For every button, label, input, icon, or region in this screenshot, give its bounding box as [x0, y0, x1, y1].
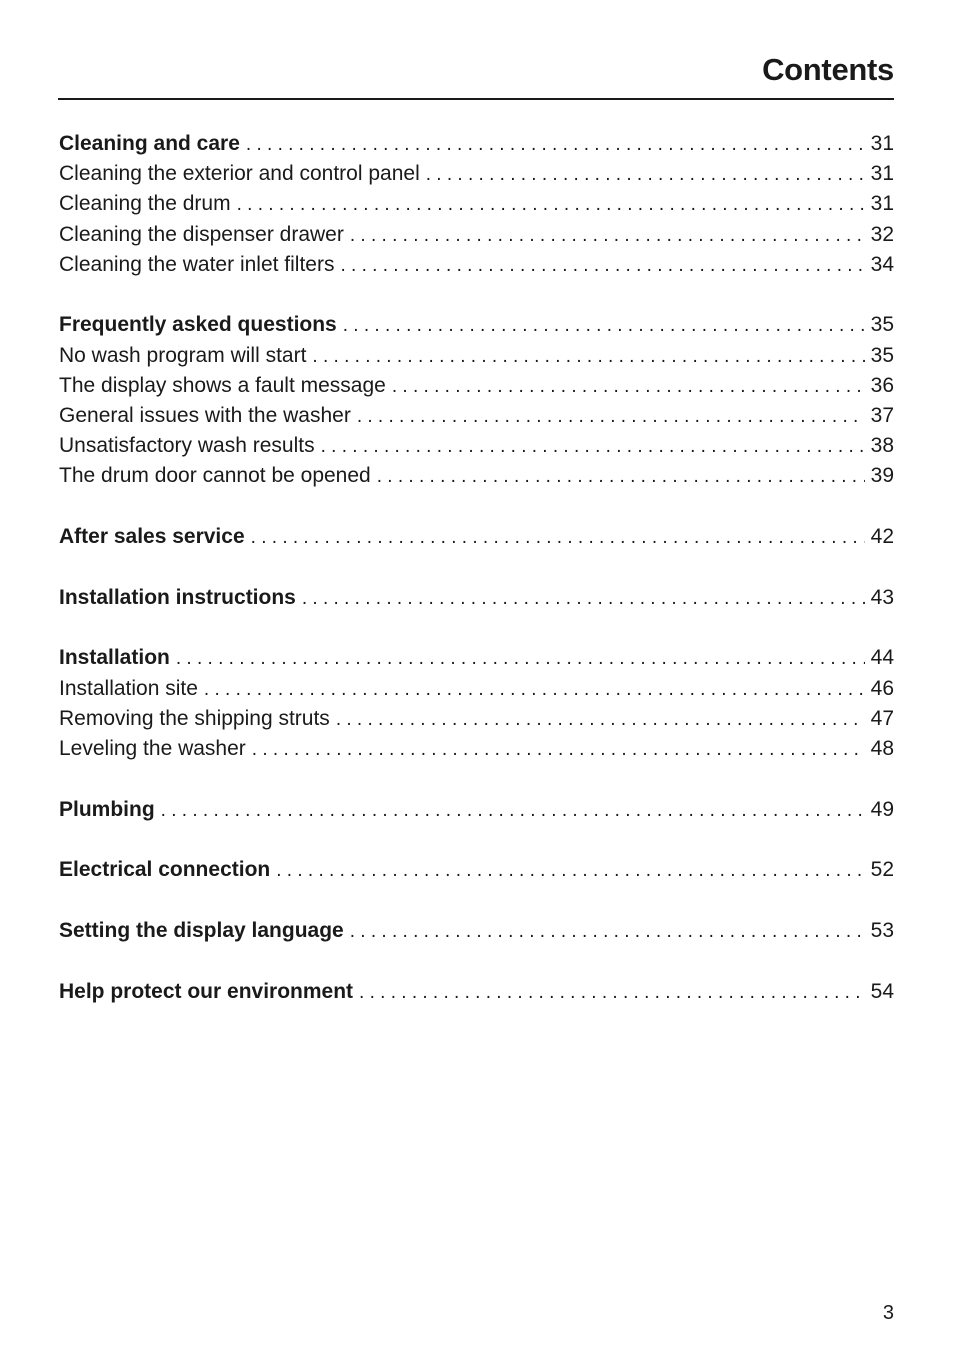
toc-section [59, 795, 894, 825]
toc-entry-title: Installation site [59, 676, 198, 700]
toc-subentry[interactable] [59, 220, 894, 250]
toc-subentry[interactable] [59, 704, 894, 734]
toc-heading-title: Cleaning and care [59, 132, 240, 155]
toc-page-number: 48 [870, 737, 894, 760]
table-of-contents [59, 129, 894, 1037]
page-title: Contents [762, 52, 894, 87]
toc-entry-title: Cleaning the water inlet filters [59, 252, 335, 276]
toc-entry-title: No wash program will start [59, 343, 307, 367]
toc-subentry[interactable] [59, 371, 894, 401]
toc-section [59, 977, 894, 1007]
toc-heading-entry[interactable] [59, 977, 894, 1007]
toc-heading-title: Help protect our environment [59, 979, 354, 1003]
toc-page-number: 38 [870, 434, 894, 458]
toc-heading-title: Installation instructions [59, 585, 296, 609]
toc-page-number: 36 [870, 373, 894, 397]
dot-leader [246, 130, 865, 159]
dot-leader [350, 221, 865, 250]
toc-page-number: 35 [870, 313, 894, 337]
toc-heading-entry[interactable] [59, 855, 894, 885]
toc-page-number: 52 [870, 858, 894, 882]
toc-page-number: 31 [870, 132, 894, 155]
toc-heading-title: Frequently asked questions [59, 313, 337, 337]
toc-subentry[interactable] [59, 401, 894, 431]
dot-leader [312, 342, 864, 371]
toc-subentry[interactable] [59, 461, 894, 491]
dot-leader [343, 311, 865, 340]
dot-leader [204, 675, 865, 704]
toc-entry-title: Unsatisfactory wash results [59, 434, 315, 458]
toc-page-number: 34 [870, 252, 894, 276]
toc-page-number: 31 [870, 192, 894, 216]
toc-page-number: 31 [870, 162, 894, 186]
toc-subentry[interactable] [59, 189, 894, 219]
dot-leader [336, 705, 865, 734]
toc-subentry[interactable] [59, 734, 894, 764]
toc-section [59, 129, 894, 280]
toc-heading-entry[interactable] [59, 916, 894, 946]
dot-leader [357, 402, 865, 431]
toc-heading-entry[interactable] [59, 795, 894, 825]
dot-leader [237, 190, 865, 219]
dot-leader [302, 584, 865, 613]
toc-heading-entry[interactable] [59, 643, 894, 673]
dot-leader [251, 523, 865, 552]
toc-page-number: 43 [870, 585, 894, 609]
toc-entry-title: Leveling the washer [59, 737, 246, 760]
toc-page-number: 46 [870, 676, 894, 700]
toc-section [59, 855, 894, 885]
toc-subentry[interactable] [59, 431, 894, 461]
toc-page-number: 35 [870, 343, 894, 367]
toc-heading-title: After sales service [59, 525, 245, 549]
toc-page-number: 42 [870, 525, 894, 549]
toc-subentry[interactable] [59, 674, 894, 704]
dot-leader [161, 796, 865, 825]
toc-entry-title: Cleaning the drum [59, 192, 231, 216]
dot-leader [359, 978, 865, 1007]
toc-entry-title: Cleaning the dispenser drawer [59, 222, 344, 246]
toc-section [59, 522, 894, 552]
dot-leader [176, 644, 865, 673]
toc-heading-title: Electrical connection [59, 858, 271, 882]
toc-page-number: 54 [870, 979, 894, 1003]
dot-leader [321, 432, 865, 461]
toc-page-number: 37 [870, 404, 894, 427]
dot-leader [426, 160, 865, 189]
toc-entry-title: The drum door cannot be opened [59, 464, 371, 488]
toc-entry-title: The display shows a fault message [59, 373, 386, 397]
dot-leader [276, 856, 864, 885]
toc-subentry[interactable] [59, 250, 894, 280]
dot-leader [252, 735, 865, 764]
toc-heading-title: Setting the display language [59, 919, 344, 943]
toc-heading-title: Installation [59, 646, 170, 670]
toc-page-number: 53 [870, 919, 894, 943]
title-rule [58, 98, 894, 100]
toc-page-number: 39 [870, 464, 894, 488]
toc-entry-title: Removing the shipping struts [59, 706, 330, 730]
toc-section [59, 643, 894, 764]
toc-page-number: 32 [870, 222, 894, 246]
toc-subentry[interactable] [59, 341, 894, 371]
page-number: 3 [882, 1302, 894, 1324]
dot-leader [377, 462, 865, 491]
toc-entry-title: General issues with the washer [59, 404, 351, 427]
toc-entry-title: Cleaning the exterior and control panel [59, 162, 420, 186]
toc-section [59, 310, 894, 491]
toc-page-number: 44 [870, 646, 894, 670]
toc-page-number: 49 [870, 797, 894, 821]
toc-page-number: 47 [870, 706, 894, 730]
toc-subentry[interactable] [59, 159, 894, 189]
dot-leader [392, 372, 865, 401]
toc-heading-entry[interactable] [59, 583, 894, 613]
toc-section [59, 583, 894, 613]
toc-heading-entry[interactable] [59, 129, 894, 159]
toc-heading-entry[interactable] [59, 310, 894, 340]
dot-leader [340, 251, 864, 280]
toc-heading-title: Plumbing [59, 797, 155, 821]
dot-leader [350, 917, 865, 946]
toc-heading-entry[interactable] [59, 522, 894, 552]
toc-section [59, 916, 894, 946]
